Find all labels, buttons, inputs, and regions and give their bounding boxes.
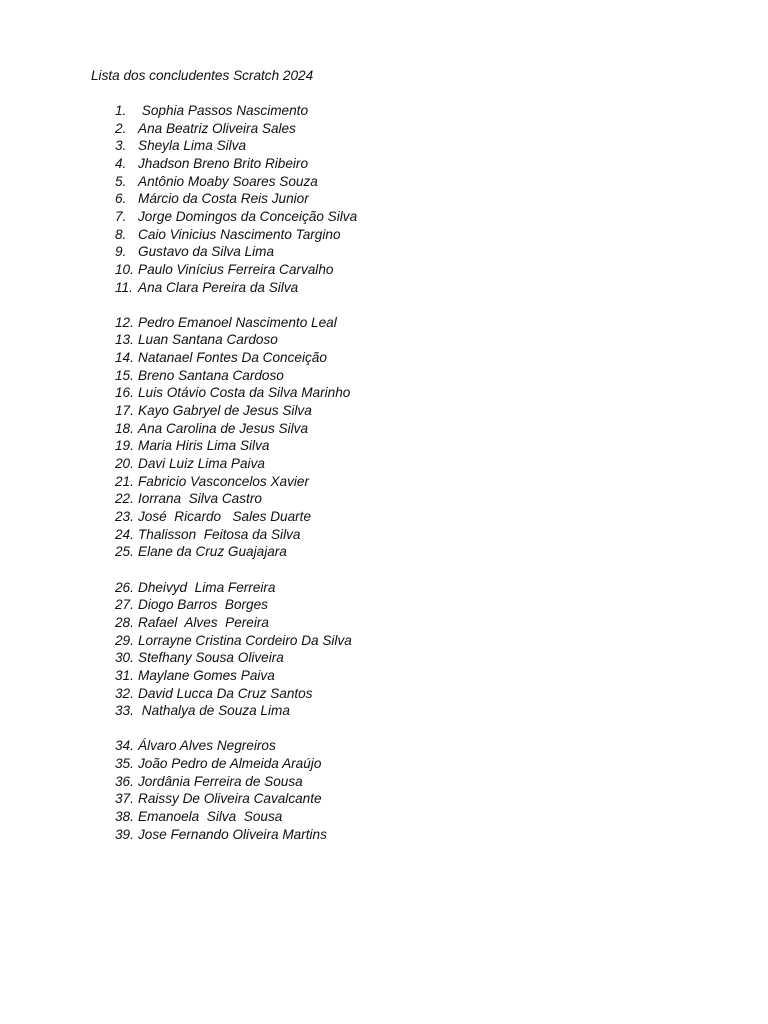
- list-item: [115, 261, 357, 279]
- list-item-name: Ana Beatriz Oliveira Sales: [138, 120, 296, 136]
- list-item-number: 14.: [115, 350, 134, 366]
- list-item-number: 7.: [115, 208, 127, 224]
- list-item-number: 19.: [115, 438, 134, 454]
- list-item: [115, 314, 357, 332]
- list-item-number: 16.: [115, 385, 134, 401]
- list-item-name: Gustavo da Silva Lima: [138, 244, 275, 260]
- list-item-number: 9.: [115, 244, 127, 260]
- list-item-name: Jordânia Ferreira de Sousa: [138, 773, 303, 789]
- list-item-name: Álvaro Alves Negreiros: [138, 738, 276, 754]
- list-item-name: Maria Hiris Lima Silva: [138, 438, 270, 454]
- list-item: [115, 173, 357, 191]
- list-item: [115, 137, 357, 155]
- graduates-list: [115, 102, 357, 861]
- list-item-number: 6.: [115, 191, 127, 207]
- list-item-name: Paulo Vinícius Ferreira Carvalho: [138, 261, 334, 277]
- list-item-name: Nathalya de Souza Lima: [138, 703, 290, 719]
- list-item-number: 10.: [115, 261, 134, 277]
- list-item-name: Elane da Cruz Guajajara: [138, 544, 287, 560]
- list-item: [115, 279, 357, 297]
- list-item: [115, 826, 357, 844]
- list-item-number: 8.: [115, 226, 127, 242]
- list-item-name: Kayo Gabryel de Jesus Silva: [138, 403, 312, 419]
- list-item: [115, 367, 357, 385]
- list-item-name: Fabricio Vasconcelos Xavier: [138, 473, 310, 489]
- list-item: [115, 737, 357, 755]
- list-item-name: Ana Carolina de Jesus Silva: [138, 420, 309, 436]
- list-item-number: 17.: [115, 403, 134, 419]
- list-item-name: Rafael Alves Pereira: [138, 614, 269, 630]
- list-item-number: 26.: [115, 579, 134, 595]
- list-item: [115, 543, 357, 561]
- list-item: [115, 208, 357, 226]
- list-item: [115, 402, 357, 420]
- list-item-number: 39.: [115, 826, 134, 842]
- list-item: [115, 243, 357, 261]
- list-item-number: 32.: [115, 685, 134, 701]
- list-item: [115, 755, 357, 773]
- list-group: [115, 579, 357, 720]
- list-item-name: Jorge Domingos da Conceição Silva: [138, 208, 358, 224]
- list-item-name: Luis Otávio Costa da Silva Marinho: [138, 385, 351, 401]
- list-item-name: Pedro Emanoel Nascimento Leal: [138, 314, 337, 330]
- list-item-name: Jhadson Breno Brito Ribeiro: [138, 155, 309, 171]
- list-item: [115, 649, 357, 667]
- list-item-name: João Pedro de Almeida Araújo: [138, 756, 322, 772]
- list-item: [115, 702, 357, 720]
- list-item: [115, 579, 357, 597]
- list-item-name: Antônio Moaby Soares Souza: [138, 173, 318, 189]
- list-item-number: 36.: [115, 773, 134, 789]
- list-item: [115, 384, 357, 402]
- list-item-name: Emanoela Silva Sousa: [138, 809, 283, 825]
- list-item-name: Breno Santana Cardoso: [138, 367, 284, 383]
- list-item-name: Raissy De Oliveira Cavalcante: [138, 791, 322, 807]
- list-item-number: 12.: [115, 314, 134, 330]
- list-item: [115, 331, 357, 349]
- list-item-number: 1.: [115, 103, 127, 118]
- list-item-number: 24.: [115, 526, 134, 542]
- list-item-name: Lorrayne Cristina Cordeiro Da Silva: [138, 632, 352, 648]
- list-item-name: Ana Clara Pereira da Silva: [138, 279, 299, 295]
- list-item-number: 33.: [115, 703, 134, 719]
- list-item-name: Jose Fernando Oliveira Martins: [138, 826, 327, 842]
- list-item-name: Iorrana Silva Castro: [138, 491, 262, 507]
- list-item: [115, 190, 357, 208]
- list-item: [115, 685, 357, 703]
- list-item: [115, 773, 357, 791]
- list-item-name: Stefhany Sousa Oliveira: [138, 650, 284, 666]
- list-item: [115, 420, 357, 438]
- list-item: [115, 226, 357, 244]
- list-item-number: 22.: [115, 491, 134, 507]
- list-item-number: 2.: [115, 120, 127, 136]
- list-item-number: 5.: [115, 173, 127, 189]
- list-item-number: 30.: [115, 650, 134, 666]
- list-item: [115, 349, 357, 367]
- list-item: [115, 790, 357, 808]
- list-item-name: Natanael Fontes Da Conceição: [138, 350, 327, 366]
- list-item: [115, 526, 357, 544]
- list-item-number: 25.: [115, 544, 134, 560]
- list-item-name: Diogo Barros Borges: [138, 597, 268, 613]
- list-item-number: 34.: [115, 738, 134, 754]
- list-item-number: 28.: [115, 614, 134, 630]
- list-group: [115, 314, 357, 561]
- list-item: [115, 508, 357, 526]
- list-item: [115, 596, 357, 614]
- list-item: [115, 490, 357, 508]
- list-item-number: 3.: [115, 138, 127, 154]
- list-item-name: Thalisson Feitosa da Silva: [138, 526, 301, 542]
- list-item: [115, 473, 357, 491]
- list-item-name: Luan Santana Cardoso: [138, 332, 278, 348]
- list-item-name: Caio Vinicius Nascimento Targino: [138, 226, 341, 242]
- list-item-number: 4.: [115, 155, 127, 171]
- list-item-number: 23.: [115, 509, 134, 525]
- list-item-name: Dheivyd Lima Ferreira: [138, 579, 276, 595]
- list-group: [115, 102, 357, 296]
- list-item-name: Maylane Gomes Paiva: [138, 667, 275, 683]
- list-item-number: 11.: [115, 279, 133, 295]
- list-item-name: Márcio da Costa Reis Junior: [138, 191, 309, 207]
- list-item-number: 18.: [115, 420, 134, 436]
- list-item-number: 13.: [115, 332, 134, 348]
- list-item-number: 29.: [115, 632, 134, 648]
- list-item-name: José Ricardo Sales Duarte: [138, 509, 312, 525]
- list-item: [115, 614, 357, 632]
- list-item: [115, 808, 357, 826]
- list-item: [115, 102, 357, 120]
- list-item-number: 31.: [115, 667, 134, 683]
- list-item: [115, 667, 357, 685]
- list-item-number: 27.: [115, 597, 134, 613]
- list-item-name: David Lucca Da Cruz Santos: [138, 685, 313, 701]
- list-item: [115, 120, 357, 138]
- list-item: [115, 455, 357, 473]
- list-item-number: 20.: [115, 456, 134, 472]
- list-item-name: Sophia Passos Nascimento: [138, 103, 309, 118]
- list-item-number: 21.: [115, 473, 134, 489]
- list-item-number: 35.: [115, 756, 134, 772]
- list-item-name: Davi Luiz Lima Paiva: [138, 456, 265, 472]
- list-item-number: 37.: [115, 791, 134, 807]
- document-title: Lista dos concludentes Scratch 2024: [91, 68, 314, 83]
- list-item: [115, 632, 357, 650]
- list-item-number: 38.: [115, 809, 134, 825]
- list-item: [115, 437, 357, 455]
- list-item-name: Sheyla Lima Silva: [138, 138, 247, 154]
- list-item-number: 15.: [115, 367, 134, 383]
- list-item: [115, 155, 357, 173]
- list-group: [115, 737, 357, 843]
